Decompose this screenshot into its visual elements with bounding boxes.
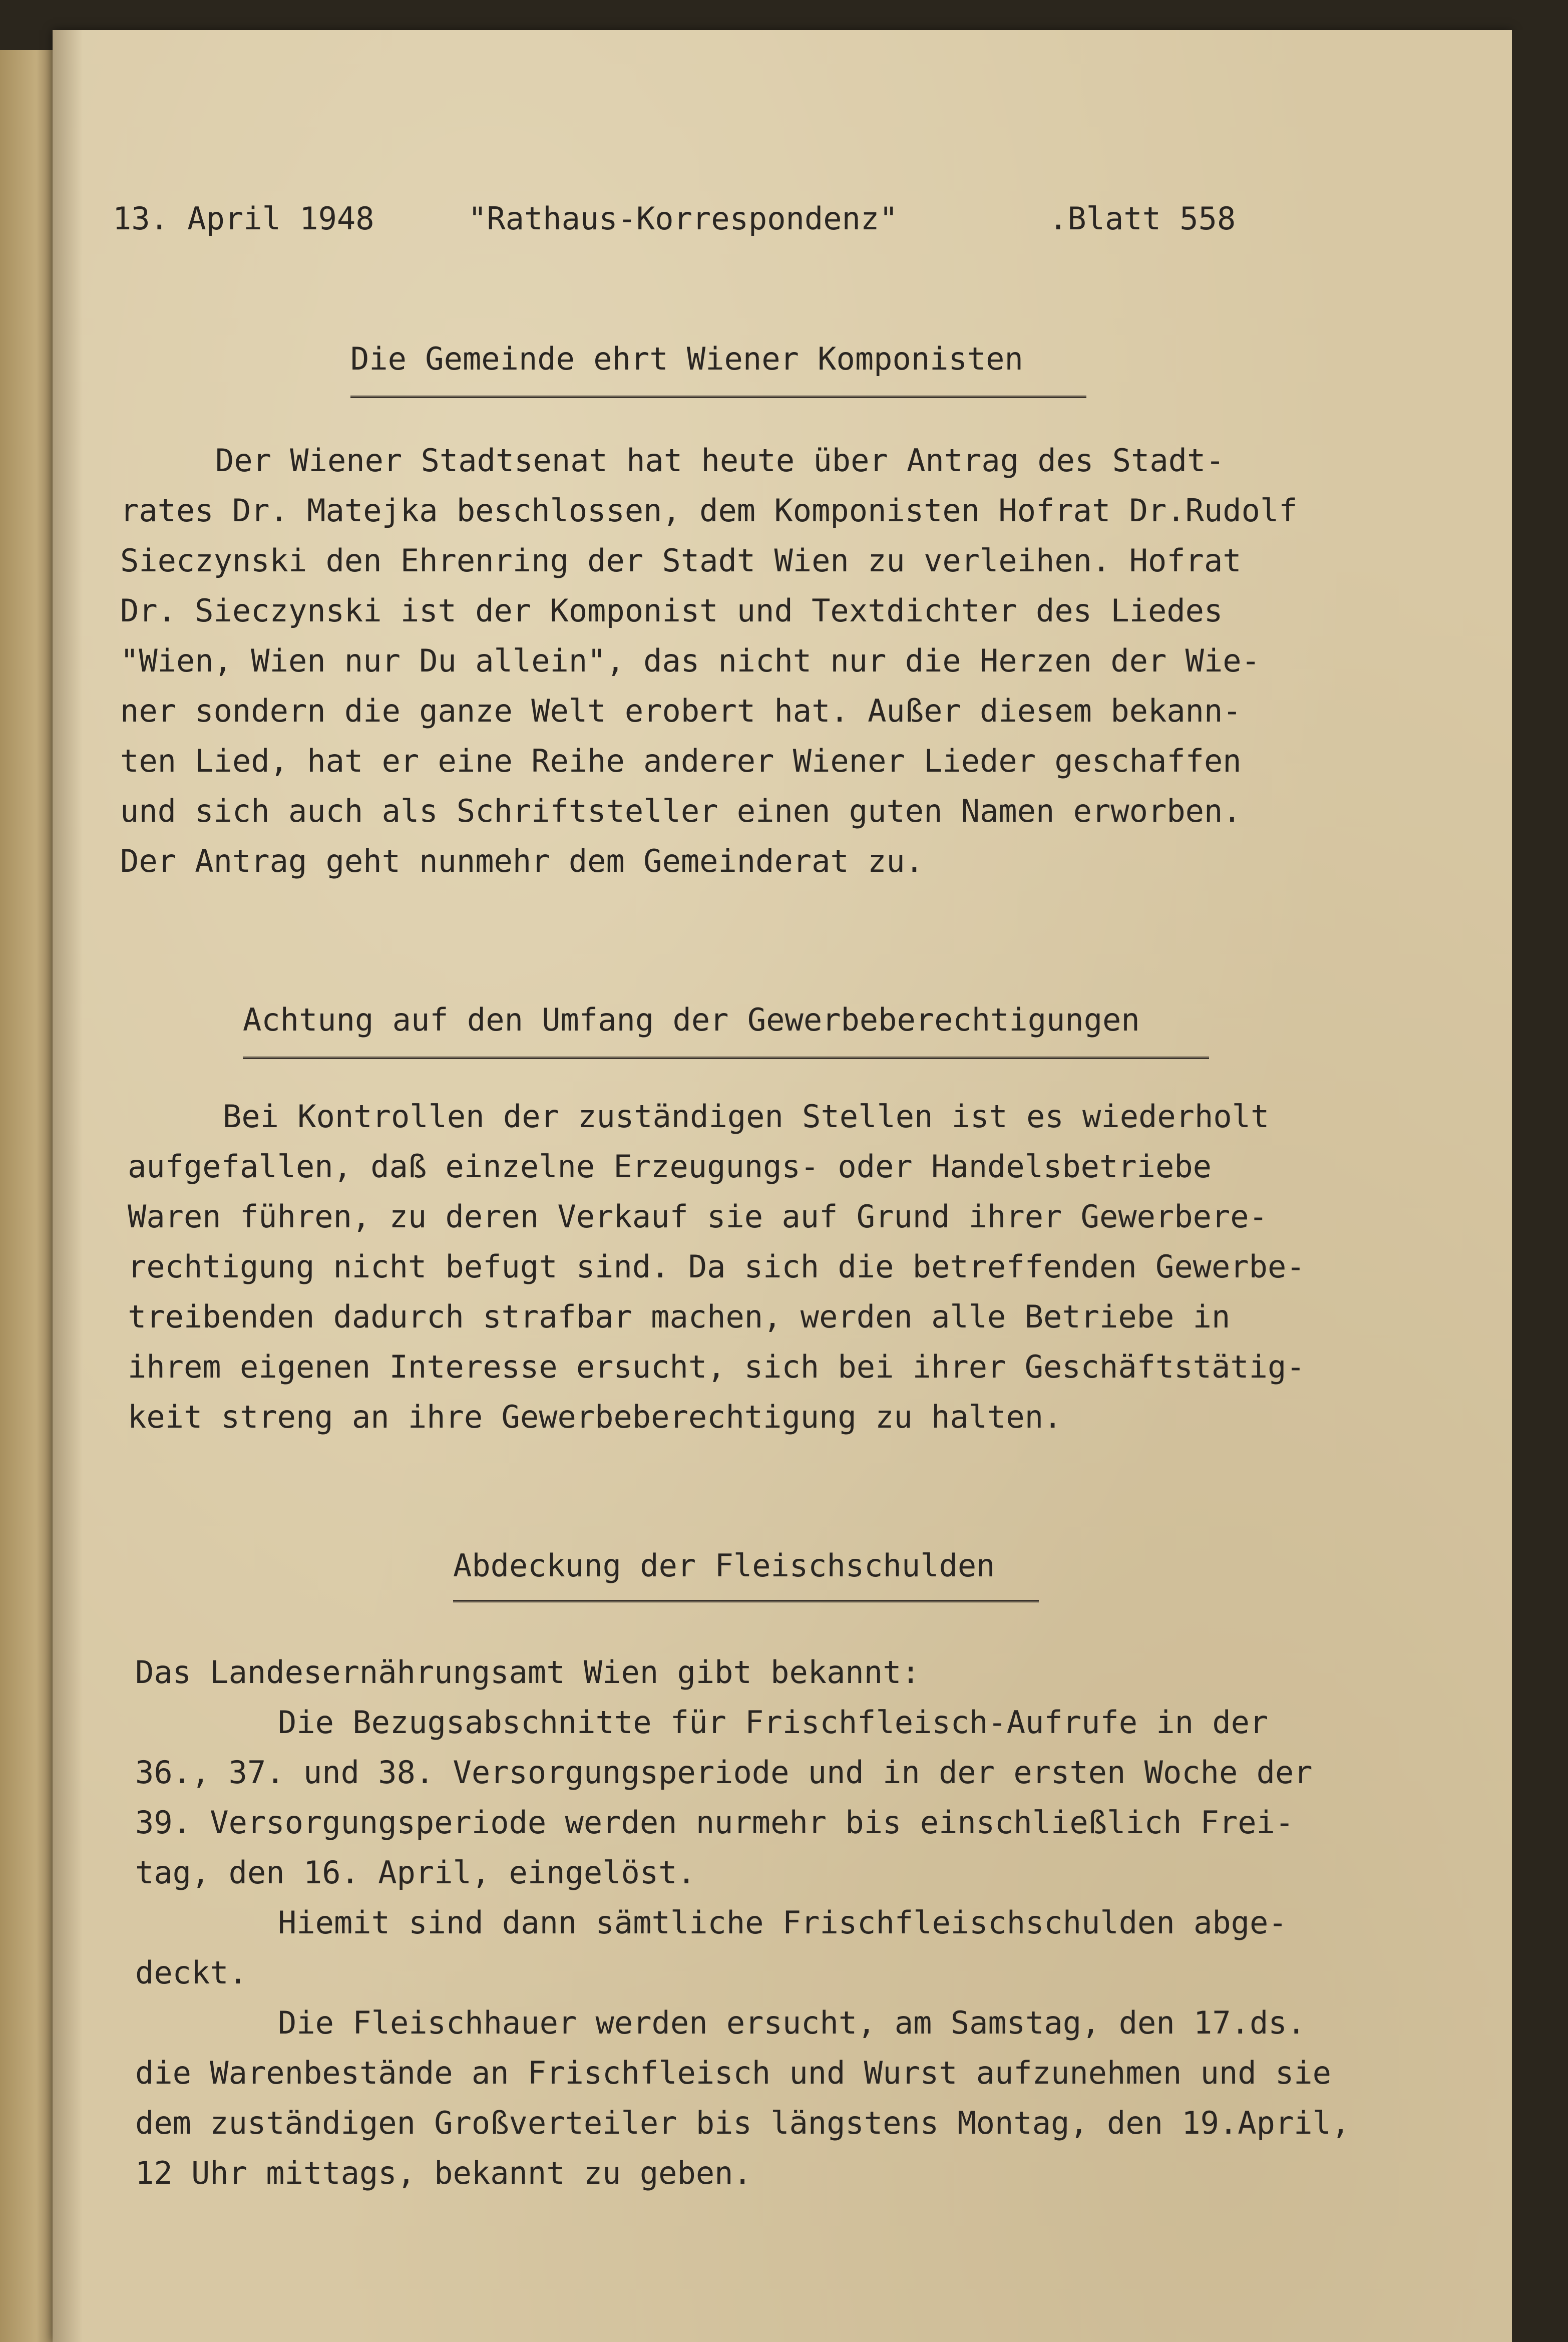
scan-right-edge xyxy=(1512,30,1568,2342)
section-3-line: 36., 37. und 38. Versorgungsperiode und in der ersten Woche der xyxy=(135,1754,1313,1791)
section-3-body xyxy=(135,1647,1350,2198)
section-3-line: Die Bezugsabschnitte für Frischfleisch-Aufrufe in der xyxy=(278,1704,1269,1741)
previous-page-edge xyxy=(0,50,60,2342)
section-1-line: Sieczynski den Ehrenring der Stadt Wien zu verleihen. Hofrat xyxy=(120,542,1242,579)
section-2-line: keit streng an ihre Gewerbeberechtigung zu halten. xyxy=(128,1399,1062,1435)
section-1-line: Der Wiener Stadtsenat hat heute über Antrag des Stadt- xyxy=(215,442,1225,479)
section-2-line: ihrem eigenen Interesse ersucht, sich bei ihrer Geschäftstätig- xyxy=(128,1349,1305,1385)
header-date: 13. April 1948 xyxy=(113,200,374,237)
section-1-line: und sich auch als Schriftsteller einen guten Namen erworben. xyxy=(120,793,1242,829)
section-2-body xyxy=(128,1092,1305,1442)
section-1-line: rates Dr. Matejka beschlossen, dem Komponisten Hofrat Dr.Rudolf xyxy=(120,492,1298,529)
section-2-line: Waren führen, zu deren Verkauf sie auf Grund ihrer Gewerbere- xyxy=(128,1198,1268,1235)
section-1-line: "Wien, Wien nur Du allein", das nicht nur die Herzen der Wie- xyxy=(120,642,1260,679)
section-1-line: ner sondern die ganze Welt erobert hat. Außer diesem bekann- xyxy=(120,693,1242,729)
section-2-line: treibenden dadurch strafbar machen, werden alle Betriebe in xyxy=(128,1298,1231,1335)
section-1-line: ten Lied, hat er eine Reihe anderer Wiener Lieder geschaffen xyxy=(120,743,1242,779)
section-1-double-underline xyxy=(350,396,1086,398)
page-gutter-shadow xyxy=(53,30,83,2342)
header-publication: "Rathaus-Korrespondenz" xyxy=(468,200,898,237)
section-1-heading: Die Gemeinde ehrt Wiener Komponisten xyxy=(350,341,1023,377)
section-3-line: dem zuständigen Großverteiler bis längstens Montag, den 19.April, xyxy=(135,2105,1350,2141)
section-3-line: Die Fleischhauer werden ersucht, am Samstag, den 17.ds. xyxy=(278,2004,1306,2041)
section-3-line: tag, den 16. April, eingelöst. xyxy=(135,1854,696,1891)
section-1-body xyxy=(120,436,1298,886)
section-2-line: aufgefallen, daß einzelne Erzeugungs- oder Handelsbetriebe xyxy=(128,1148,1212,1185)
section-3-line: 39. Versorgungsperiode werden nurmehr bis einschließlich Frei- xyxy=(135,1804,1294,1841)
section-3-line: Das Landesernährungsamt Wien gibt bekannt: xyxy=(135,1654,920,1691)
section-2-double-underline xyxy=(243,1057,1209,1059)
section-1-line: Dr. Sieczynski ist der Komponist und Textdichter des Liedes xyxy=(120,592,1223,629)
section-2-line: Bei Kontrollen der zuständigen Stellen ist es wiederholt xyxy=(223,1098,1270,1135)
section-3-line: die Warenbestände an Frischfleisch und Wurst aufzunehmen und sie xyxy=(135,2055,1331,2091)
section-3-line: deckt. xyxy=(135,1954,247,1991)
section-2-line: rechtigung nicht befugt sind. Da sich die betreffenden Gewerbe- xyxy=(128,1248,1305,1285)
section-2-heading: Achtung auf den Umfang der Gewerbeberechtigungen xyxy=(243,1001,1140,1038)
section-3-line: 12 Uhr mittags, bekannt zu geben. xyxy=(135,2155,752,2191)
header-sheet-number: .Blatt 558 xyxy=(1049,200,1236,237)
section-3-heading: Abdeckung der Fleischschulden xyxy=(453,1547,995,1584)
section-3-double-underline xyxy=(453,1600,1039,1602)
section-1-line: Der Antrag geht nunmehr dem Gemeinderat zu. xyxy=(120,843,924,879)
section-3-line: Hiemit sind dann sämtliche Frischfleischschulden abge- xyxy=(278,1904,1287,1941)
